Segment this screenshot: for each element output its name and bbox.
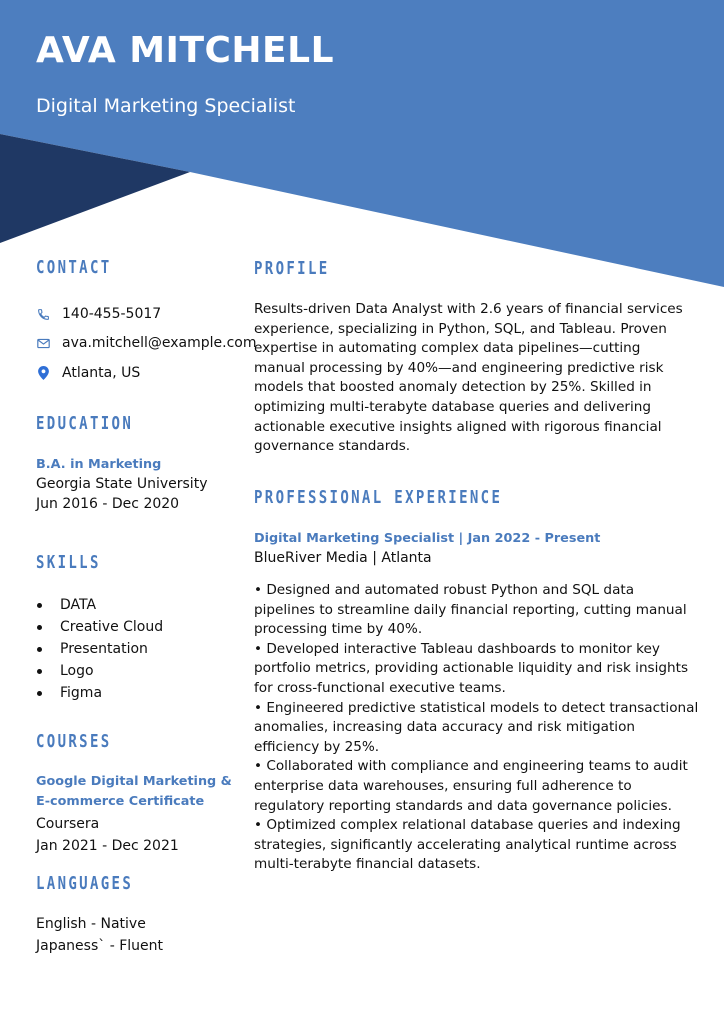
experience-bullet: • Designed and automated robust Python and SQL data pipelines to streamline daily financial reporting, cutting manual processing time by 40%. — [254, 582, 687, 638]
contact-email — [36, 334, 256, 352]
bullet-dot-icon — [37, 691, 42, 696]
candidate-name: AVA MITCHELL — [36, 30, 335, 71]
phone-icon — [36, 307, 50, 321]
skill-item: DATA — [36, 594, 163, 616]
language-item: Japaness` - Fluent — [36, 938, 163, 954]
courses-heading: COURSES — [36, 731, 112, 752]
skills-list — [36, 594, 163, 704]
contact-heading: CONTACT — [36, 257, 112, 278]
skill-item: Figma — [36, 682, 163, 704]
experience-bullet: • Engineered predictive statistical models to detect transactional anomalies, increasing data accuracy and risk mitigation efficiency by 25%. — [254, 699, 699, 755]
experience-bullet: • Collaborated with compliance and engineering teams to audit enterprise data warehouses, ensuring full adherence to regulatory reporting standards and data governance policies. — [254, 758, 688, 814]
education-heading: EDUCATION — [36, 413, 134, 434]
contact-location — [36, 364, 140, 382]
experience-bullet: • Optimized complex relational database queries and indexing strategies, significantly accelerating analytical runtime across multi-terabyte financial datasets. — [254, 817, 681, 873]
bullet-dot-icon — [37, 669, 42, 674]
experience-heading: PROFESSIONAL EXPERIENCE — [254, 487, 503, 508]
experience-company: BlueRiver Media | Atlanta — [254, 550, 432, 566]
profile-heading: PROFILE — [254, 258, 330, 279]
experience-bullets — [254, 581, 699, 875]
education-school: Georgia State University — [36, 476, 208, 492]
phone-value: 140-455-5017 — [62, 306, 162, 322]
course-dates: Jan 2021 - Dec 2021 — [36, 838, 179, 854]
location-pin-icon — [36, 366, 50, 380]
skill-item: Creative Cloud — [36, 616, 163, 638]
skill-item: Presentation — [36, 638, 163, 660]
course-provider: Coursera — [36, 816, 100, 832]
bullet-dot-icon — [37, 647, 42, 652]
course-title-line1: Google Digital Marketing & — [36, 774, 232, 789]
bullet-dot-icon — [37, 603, 42, 608]
experience-bullet: • Developed interactive Tableau dashboards to monitor key portfolio metrics, providing actionable liquidity and risk insights for cross-functional executive teams. — [254, 640, 689, 696]
mail-icon — [36, 336, 50, 350]
bullet-dot-icon — [37, 625, 42, 630]
education-degree: B.A. in Marketing — [36, 457, 162, 472]
languages-heading: LANGUAGES — [36, 873, 134, 894]
skills-heading: SKILLS — [36, 552, 101, 573]
education-dates: Jun 2016 - Dec 2020 — [36, 496, 180, 512]
profile-summary: Results-driven Data Analyst with 2.6 years of financial services experience, specializing in Python, SQL, and Tableau. Proven expertise in automating complex data pipelines—cutting manual processing by 40%—and engineering predictive risk models that boosted anomaly detection by 25%. Skilled in optimizing multi-terabyte database queries and delivering actionable executive insights aligned with rigorous financial governance standards. — [254, 301, 683, 455]
language-item: English - Native — [36, 916, 146, 932]
location-value: Atlanta, US — [62, 365, 141, 381]
contact-phone — [36, 305, 161, 323]
skill-item: Logo — [36, 660, 163, 682]
experience-role: Digital Marketing Specialist | Jan 2022 - Present — [254, 531, 601, 546]
email-value: ava.mitchell@example.com — [62, 335, 257, 351]
candidate-title: Digital Marketing Specialist — [36, 95, 296, 117]
course-title-line2: E-commerce Certificate — [36, 794, 205, 809]
